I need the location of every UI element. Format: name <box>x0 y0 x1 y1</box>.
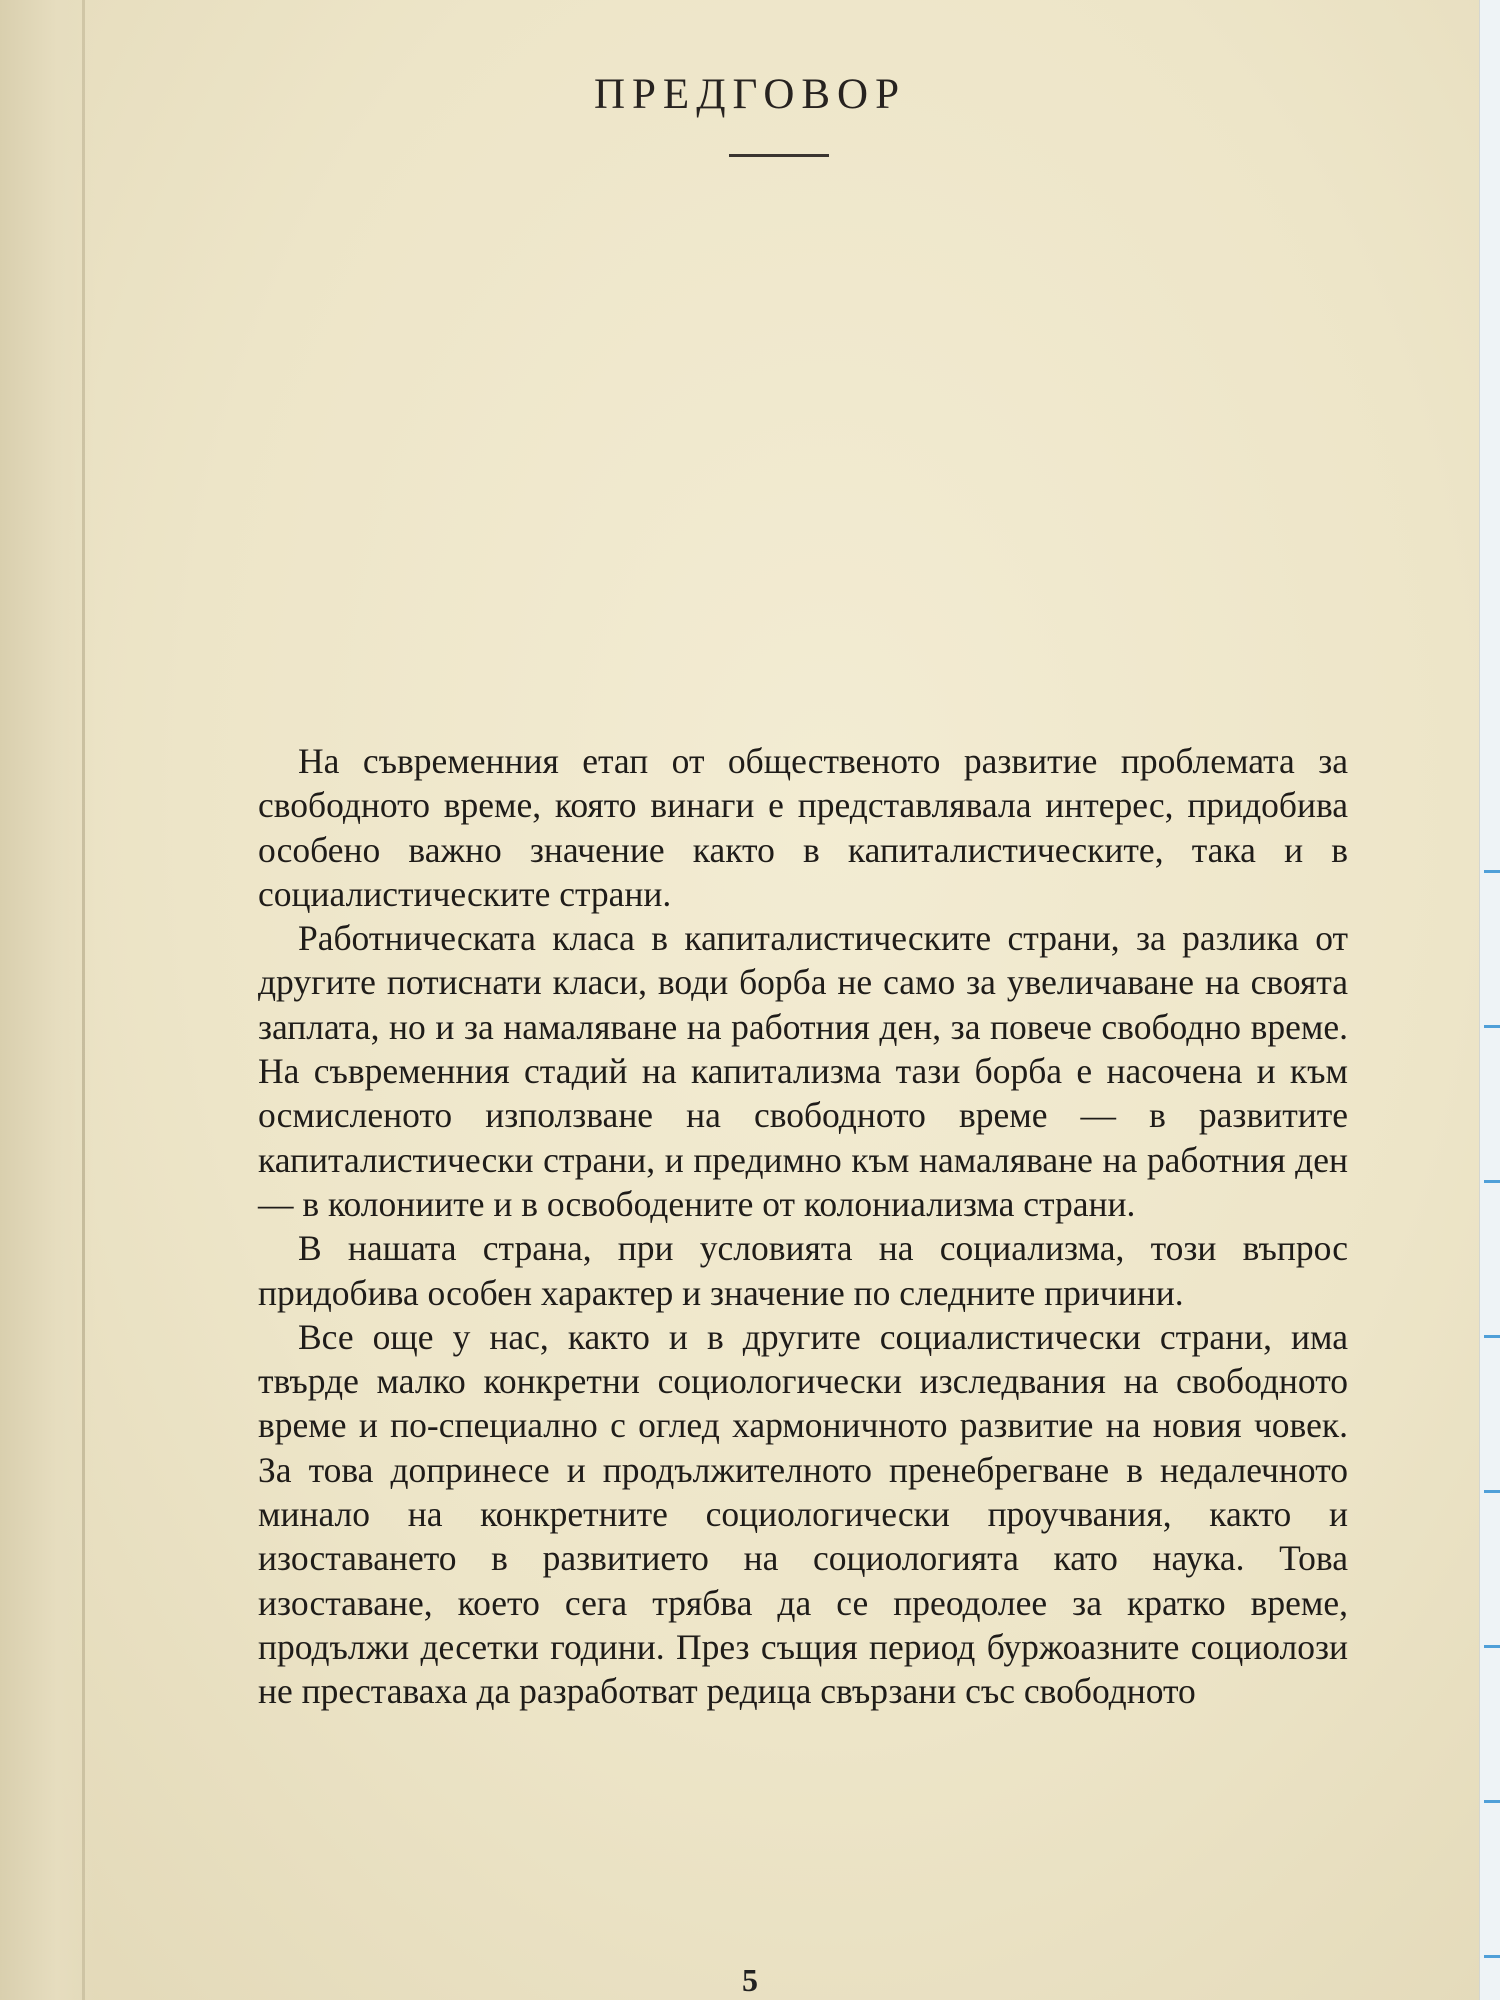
notebook-grid-mark <box>1484 1645 1500 1648</box>
binding-edge <box>82 0 85 2000</box>
page-title: ПРЕДГОВОР <box>593 71 907 118</box>
notebook-grid-mark <box>1484 1180 1500 1183</box>
notebook-edge <box>1479 0 1500 2000</box>
notebook-grid-mark <box>1484 1335 1500 1338</box>
page-number: 5 <box>742 1962 758 1998</box>
paragraph: На съвременния етап от общественото развитие проблемата за свободното време, която винаги е представлявала интерес, придобива особено важно значение както в капиталистическите, така и в социалистическите страни. <box>258 741 1348 914</box>
page-gutter <box>0 0 95 2000</box>
notebook-grid-mark <box>1484 1025 1500 1028</box>
notebook-grid-mark <box>1484 1490 1500 1493</box>
notebook-grid-mark <box>1484 870 1500 873</box>
preface-body <box>258 739 1348 1714</box>
notebook-grid-mark <box>1484 1800 1500 1803</box>
title-divider <box>729 154 829 157</box>
notebook-grid-mark <box>1484 1955 1500 1958</box>
paragraph: В нашата страна, при условията на социализма, този въпрос придобива особен характер и значение по следните причини. <box>258 1228 1348 1313</box>
paragraph: Работническата класа в капиталистическите страни, за разлика от другите потиснати класи, води борба не само за увеличаване на своята заплата, но и за намаляване на работния ден, за повече свободно време. На съвременния стадий на капитализма тази борба е насочена и към осмисленото използване на свободното време — в развитите капиталистически страни, и предимно към намаляване на работния ден — в колониите и в освободените от колониализма страни. <box>258 918 1348 1224</box>
paragraph: Все още у нас, както и в другите социалистически страни, има твърде малко конкретни социологически изследвания на свободното време и по-специално с оглед хармоничното развитие на новия човек. За това допринесе и продължителното пренебрегване в недалечното минало на конкретните социологически проучвания, както и изоставането в развитието на социологията като наука. Това изоставане, което сега трябва да се преодолее за кратко време, продължи десетки години. През същия период буржоазните социолози не преставаха да разработват редица свързани със свободното <box>258 1316 1348 1712</box>
